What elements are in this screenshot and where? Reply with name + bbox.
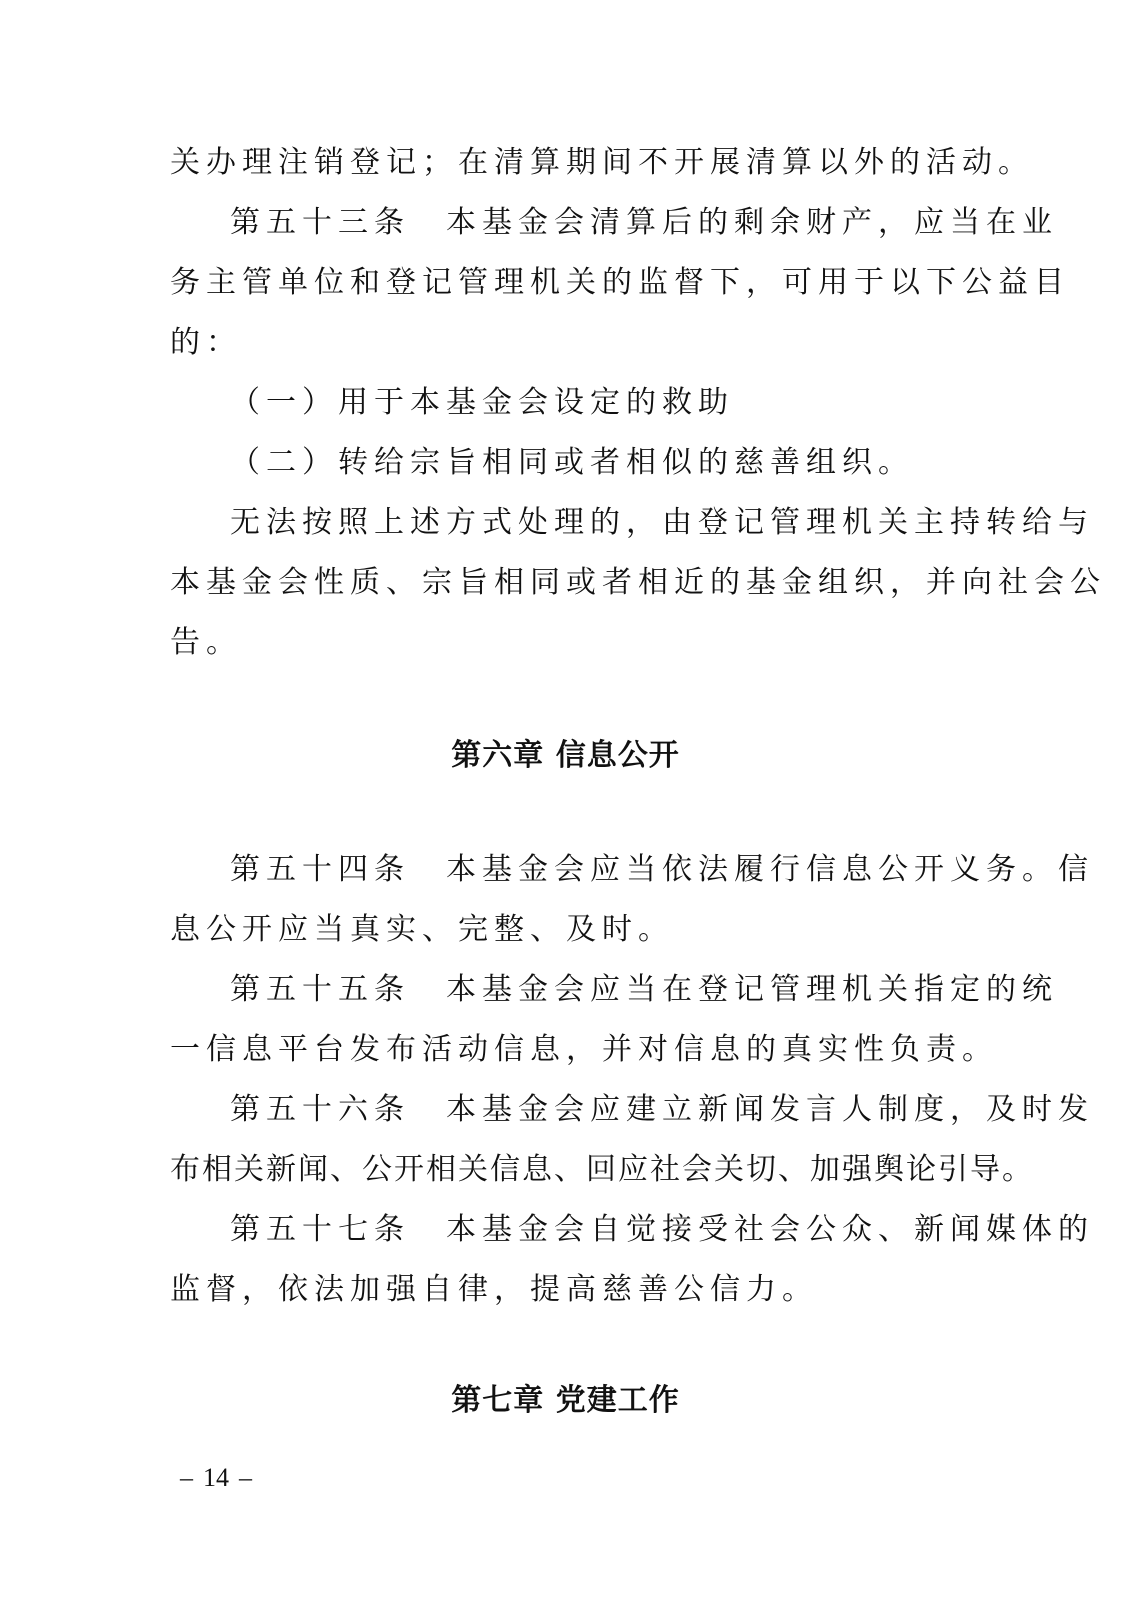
page-number-footer — [170, 1462, 262, 1494]
chapter-6-heading: 第六章 信息公开 — [451, 738, 680, 773]
article-55-line: 第五十五条 本基金会应当在登记管理机关指定的统 — [230, 972, 1058, 1007]
body-line: 的： — [170, 325, 242, 360]
list-item-2: （二）转给宗旨相同或者相似的慈善组织。 — [230, 445, 914, 480]
body-line: 务主管单位和登记管理机关的监督下，可用于以下公益目 — [170, 265, 1070, 300]
article-53-line: 第五十三条 本基金会清算后的剩余财产，应当在业 — [230, 205, 1058, 240]
body-line: 无法按照上述方式处理的，由登记管理机关主持转给与 — [230, 505, 1094, 540]
body-line: 监督，依法加强自律，提高慈善公信力。 — [170, 1272, 818, 1307]
body-line: 本基金会性质、宗旨相同或者相近的基金组织，并向社会公 — [170, 565, 1106, 600]
page-number: 14 — [203, 1463, 229, 1492]
chapter-7-heading: 第七章 党建工作 — [451, 1383, 680, 1418]
article-54-line: 第五十四条 本基金会应当依法履行信息公开义务。信 — [230, 852, 1094, 887]
body-line: 关办理注销登记；在清算期间不开展清算以外的活动。 — [170, 145, 1034, 180]
body-line: 息公开应当真实、完整、及时。 — [170, 912, 674, 947]
body-line: 一信息平台发布活动信息，并对信息的真实性负责。 — [170, 1032, 998, 1067]
page-number-dash-left: – — [180, 1463, 193, 1492]
page-number-dash-right: – — [239, 1463, 252, 1492]
article-57-line: 第五十七条 本基金会自觉接受社会公众、新闻媒体的 — [230, 1212, 1094, 1247]
body-line: 布相关新闻、公开相关信息、回应社会关切、加强舆论引导。 — [170, 1152, 1034, 1187]
list-item-1: （一）用于本基金会设定的救助 — [230, 385, 734, 420]
body-line: 告。 — [170, 625, 242, 660]
article-56-line: 第五十六条 本基金会应建立新闻发言人制度，及时发 — [230, 1092, 1094, 1127]
